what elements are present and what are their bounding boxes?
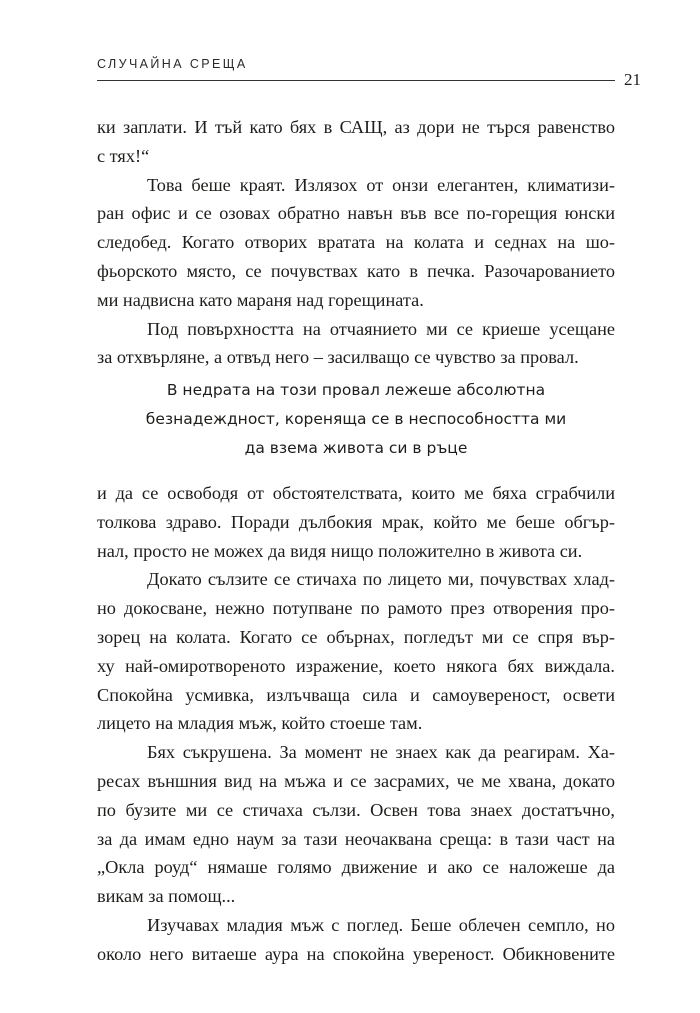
text-line: Докато сълзите се стичаха по лицето ми, почувствах хлад- — [147, 569, 615, 590]
text-line: ран офис и се озовах обратно навън във все по-горещия юнски — [97, 203, 615, 224]
text-line: зорец на колата. Когато се обърнах, погледът ми се спря вър- — [97, 626, 615, 647]
text-line: „Окла роуд“ нямаше голямо движение и ако се наложеше да — [97, 857, 615, 878]
text-line: за отхвърляне, а отвъд него – засилващо се чувство за провал. — [97, 347, 579, 368]
pull-quote — [97, 376, 615, 462]
page-number: 21 — [624, 70, 641, 89]
text-line: ресах външния вид на мъжа и се засрамих, че ме хвана, докато — [97, 770, 615, 791]
text-line: фьорското място, се почувствах като в печка. Разочарованието — [97, 260, 615, 281]
text-line: лицето на младия мъж, който стоеше там. — [97, 713, 423, 734]
header-rule — [97, 80, 615, 81]
body-text-bottom — [97, 479, 615, 969]
body-text-top — [97, 113, 615, 372]
text-line: Това беше краят. Излязох от онзи елегантен, климатизи- — [147, 174, 615, 195]
pull-quote-line: да взема живота си в ръце — [244, 438, 468, 457]
text-line: по бузите ми се стичаха сълзи. Освен това знаех достатъчно, — [97, 799, 615, 820]
pull-quote-line: В недрата на този провал лежеше абсолютна — [166, 381, 546, 399]
text-line: с тях!“ — [97, 145, 150, 166]
running-head: СЛУЧАЙНА СРЕЩА — [97, 57, 248, 71]
text-line: ху най-омиротвореното изражение, което някога бях виждала. — [97, 655, 615, 676]
text-line: викам за помощ... — [97, 886, 236, 907]
text-line: толкова здраво. Поради дълбокия мрак, който ме беше обгър- — [97, 511, 615, 532]
text-line: Бях съкрушена. За момент не знаех как да реагирам. Ха- — [147, 742, 615, 763]
text-line: нал, просто не можех да видя нищо положително в живота си. — [97, 540, 583, 561]
text-line: но докосване, нежно потупване по рамото през отворения про- — [97, 598, 615, 619]
text-line: ми надвисна като мараня над горещината. — [97, 289, 424, 310]
text-line: и да се освободя от обстоятелствата, които ме бяха сграбчили — [97, 483, 615, 503]
pull-quote-line: безнадеждност, кореняща се в неспособността ми — [145, 409, 567, 428]
text-line: ки заплати. И тъй като бях в САЩ, аз дори не търся равенство — [97, 117, 615, 137]
text-line: следобед. Когато отворих вратата на колата и седнах на шо- — [97, 232, 615, 253]
text-line: Изучавах младия мъж с поглед. Беше облечен семпло, но — [147, 914, 615, 935]
text-line: Спокойна усмивка, излъчваща сила и самоувереност, освети — [97, 684, 615, 705]
text-line: за да имам едно наум за тази неочаквана среща: в тази част на — [97, 828, 615, 849]
text-line: около него витаеше аура на спокойна увереност. Обикновените — [97, 943, 615, 964]
text-line: Под повърхността на отчаянието ми се криеше усещане — [147, 318, 615, 339]
